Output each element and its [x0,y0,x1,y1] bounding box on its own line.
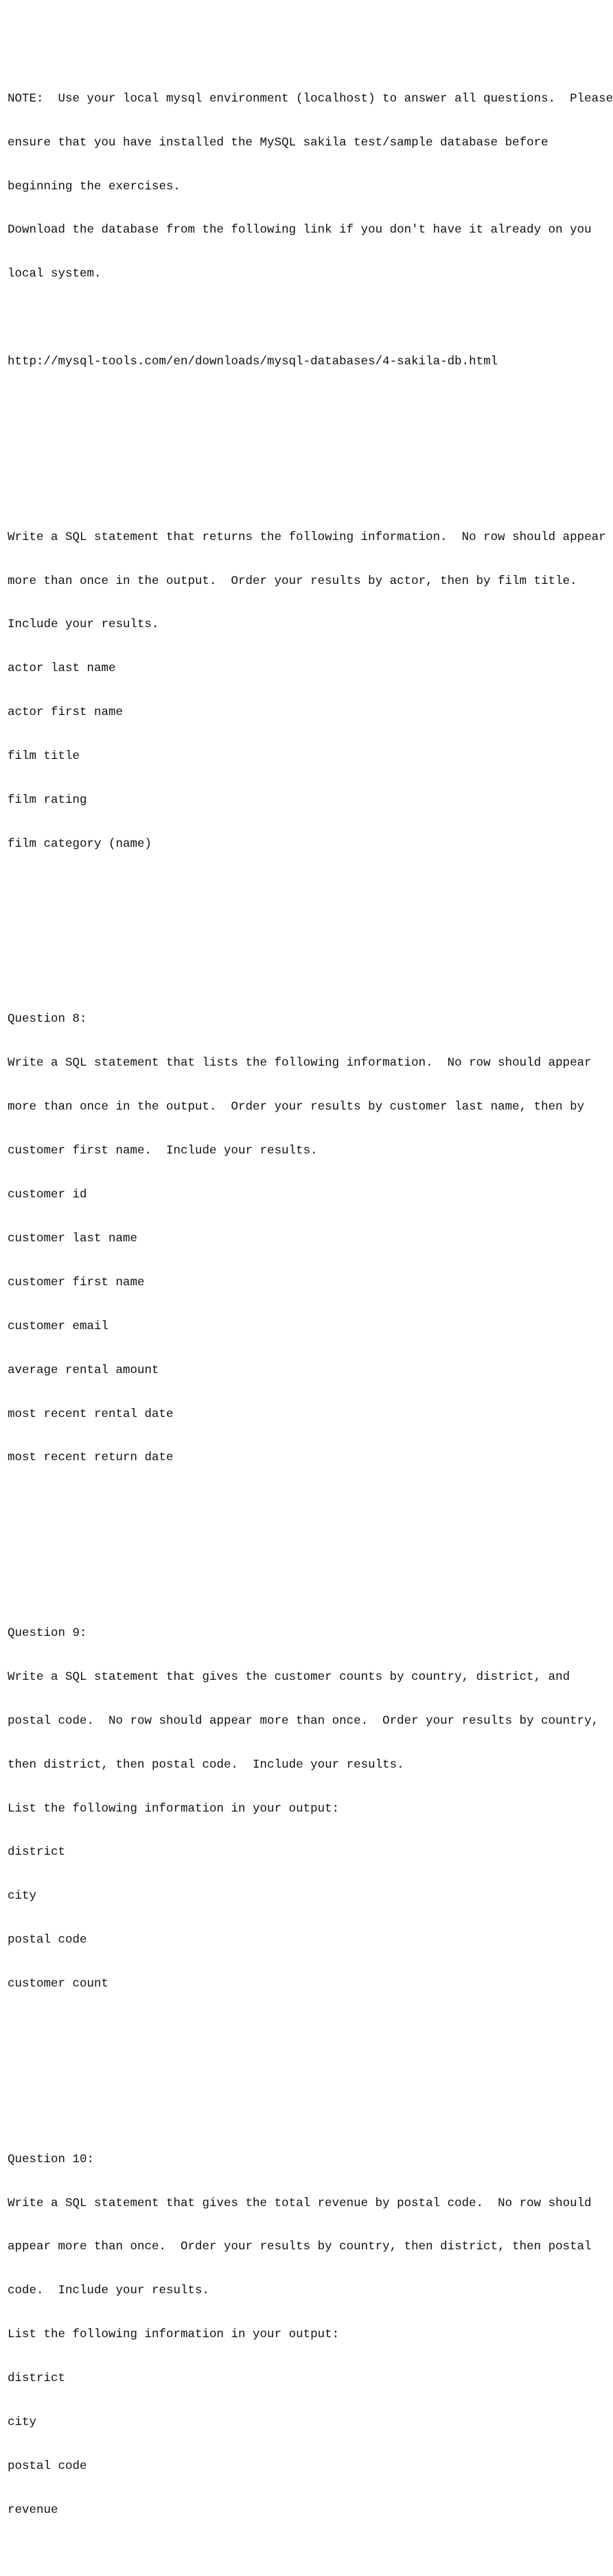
question-heading: Question 9: [8,1626,87,1640]
field-item: postal code [8,2459,87,2473]
question-8-section [8,983,602,1538]
question-text-line: List the following information in your output: [8,1801,340,1816]
field-item: district [8,1845,66,1860]
note-line: Download the database from the following link if you don't have it already on you [8,223,592,237]
question-text-line: postal code. No row should appear more than once. Order your results by country, [8,1713,599,1728]
question-text-line: then district, then postal code. Include your results. [8,1757,404,1772]
field-item: revenue [8,2503,58,2517]
note-line: ensure that you have installed the MySQL sakila test/sample database before [8,135,548,150]
question-9-section [8,1597,602,2065]
field-item: customer id [8,1188,87,1202]
field-item: film rating [8,793,87,808]
question-text-line: Write a SQL statement that returns the following information. No row should appear [8,530,606,544]
question-text-line: appear more than once. Order your results by country, then district, then postal [8,2240,592,2254]
question-text-line: Write a SQL statement that gives the total revenue by postal code. No row should [8,2196,592,2210]
field-item: customer last name [8,1231,138,1245]
question-10-section [8,2123,602,2547]
question-text-line: customer first name. Include your results. [8,1144,318,1158]
field-item: customer count [8,1977,109,1991]
field-item: customer email [8,1319,109,1333]
field-item: actor first name [8,705,124,720]
field-item: most recent return date [8,1451,174,1465]
spacer [8,1495,602,1509]
question-text-line: Write a SQL statement that lists the following information. No row should appear [8,1056,592,1070]
field-item: customer first name [8,1275,145,1289]
field-item: actor last name [8,661,116,676]
question-text-line: Include your results. [8,618,159,632]
note-line: local system. [8,267,102,281]
document-body [8,4,613,2576]
question-7-section [8,501,606,925]
spacer [8,881,602,895]
field-item: film title [8,749,80,764]
question-text-line: code. Include your results. [8,2284,210,2298]
question-text-line: more than once in the output. Order your results by customer last name, then by [8,1100,585,1114]
note-line: NOTE: Use your local mysql environment (localhost) to answer all questions. Please [8,91,613,106]
field-item: district [8,2372,66,2386]
question-text-line: List the following information in your output: [8,2328,340,2342]
note-section [8,62,613,443]
field-item: city [8,1889,37,1904]
question-text-line: more than once in the output. Order your results by actor, then by film title. [8,574,577,588]
spacer [8,2021,602,2035]
note-line: beginning the exercises. [8,179,181,194]
field-item: city [8,2415,37,2429]
field-item: most recent rental date [8,1407,174,1421]
download-link: http://mysql-tools.com/en/downloads/mysql-databases/4-sakila-db.html [8,355,498,369]
question-text-line: Write a SQL statement that gives the customer counts by country, district, and [8,1670,570,1684]
spacer [8,399,602,413]
question-heading: Question 10: [8,2152,95,2166]
spacer [8,311,602,325]
field-item: average rental amount [8,1363,159,1377]
field-item: film category (name) [8,836,152,851]
question-heading: Question 8: [8,1012,87,1027]
field-item: postal code [8,1933,87,1947]
